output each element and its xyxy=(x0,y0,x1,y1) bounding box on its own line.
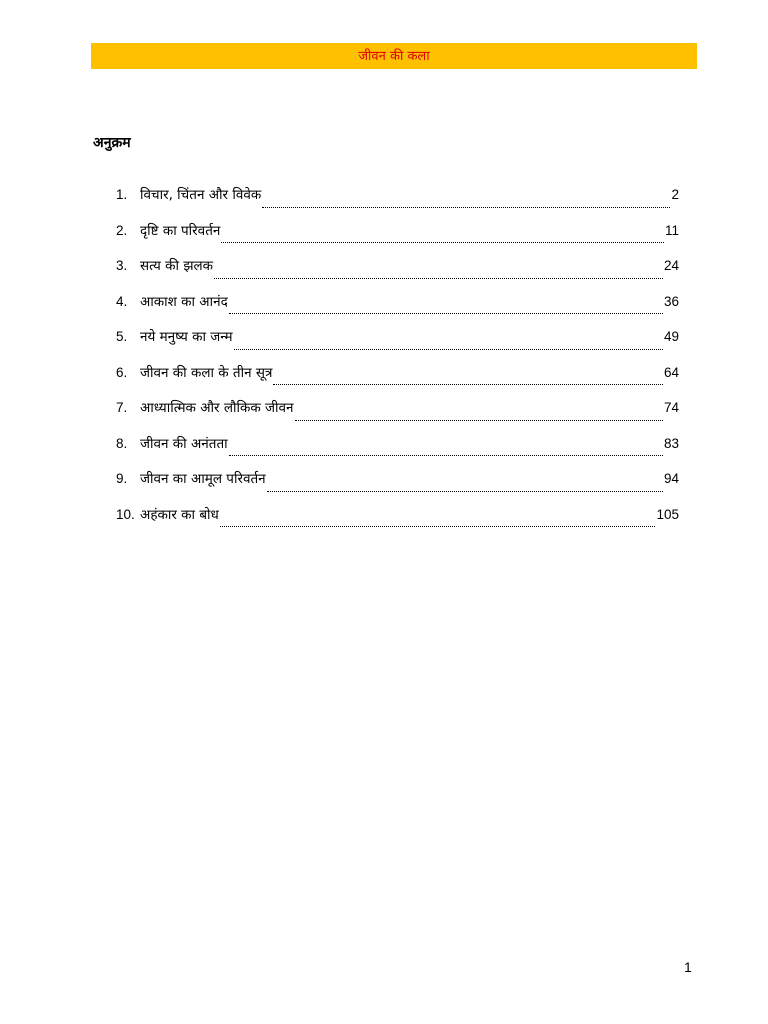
toc-entry-page: 36 xyxy=(663,293,679,309)
toc-entry-page: 94 xyxy=(663,471,679,486)
page-number: 1 xyxy=(684,959,692,975)
toc-entry-number: 3. xyxy=(116,258,128,273)
toc-entry-page: 24 xyxy=(663,258,679,273)
toc-entry-page: 2 xyxy=(671,187,679,202)
toc-dot-leader xyxy=(229,313,663,314)
toc-entry-title: सत्य की झलक xyxy=(140,258,214,274)
toc-entry[interactable] xyxy=(116,292,679,328)
toc-entry-page: 83 xyxy=(663,435,679,451)
toc-entry-title: नये मनुष्य का जन्म xyxy=(140,329,233,345)
toc-entry[interactable] xyxy=(116,505,679,541)
toc-entry[interactable] xyxy=(116,363,679,399)
toc-entry-title: जीवन का आमूल परिवर्तन xyxy=(140,471,266,487)
toc-entry-title: जीवन की कला के तीन सूत्र xyxy=(140,364,273,381)
toc-entry-number: 5. xyxy=(116,329,128,344)
toc-entry[interactable] xyxy=(116,256,679,292)
toc-entry-number: 4. xyxy=(116,293,128,309)
toc-entry[interactable] xyxy=(116,221,679,257)
toc-entry[interactable] xyxy=(116,398,679,434)
toc-dot-leader xyxy=(267,491,663,492)
toc-entry-page: 64 xyxy=(663,364,679,380)
toc-entry[interactable] xyxy=(116,434,679,470)
toc-entry-number: 2. xyxy=(116,222,128,238)
toc-dot-leader xyxy=(295,420,663,421)
toc-dot-leader xyxy=(214,278,663,279)
toc-dot-leader xyxy=(221,242,664,243)
toc-entry-title: विचार, चिंतन और विवेक xyxy=(140,187,262,203)
toc-entry-number: 8. xyxy=(116,435,128,451)
toc-entry-number: 7. xyxy=(116,400,128,415)
toc-entry-page: 105 xyxy=(656,506,679,522)
toc-dot-leader xyxy=(220,526,656,527)
toc-entry-number: 9. xyxy=(116,471,128,486)
toc-entry[interactable] xyxy=(116,185,679,221)
toc-dot-leader xyxy=(262,207,670,208)
toc-entry-title: आकाश का आनंद xyxy=(140,293,228,310)
toc-entry-number: 10. xyxy=(116,506,135,522)
toc-entry-page: 74 xyxy=(663,400,679,415)
toc-entry-page: 11 xyxy=(664,222,679,238)
toc-entry[interactable] xyxy=(116,469,679,505)
table-of-contents xyxy=(116,185,679,540)
toc-entry-title: आध्यात्मिक और लौकिक जीवन xyxy=(140,400,294,416)
toc-dot-leader xyxy=(273,384,662,385)
toc-heading: अनुक्रम xyxy=(93,135,131,151)
toc-entry[interactable] xyxy=(116,327,679,363)
book-title: जीवन की कला xyxy=(358,48,430,64)
toc-entry-page: 49 xyxy=(663,329,679,344)
toc-entry-title: दृष्टि का परिवर्तन xyxy=(140,222,221,239)
toc-entry-title: अहंकार का बोध xyxy=(140,506,219,523)
toc-entry-number: 6. xyxy=(116,364,128,380)
toc-entry-title: जीवन की अनंतता xyxy=(140,435,228,452)
toc-dot-leader xyxy=(229,455,663,456)
header-band xyxy=(91,43,697,69)
toc-entry-number: 1. xyxy=(116,187,128,202)
toc-dot-leader xyxy=(234,349,663,350)
